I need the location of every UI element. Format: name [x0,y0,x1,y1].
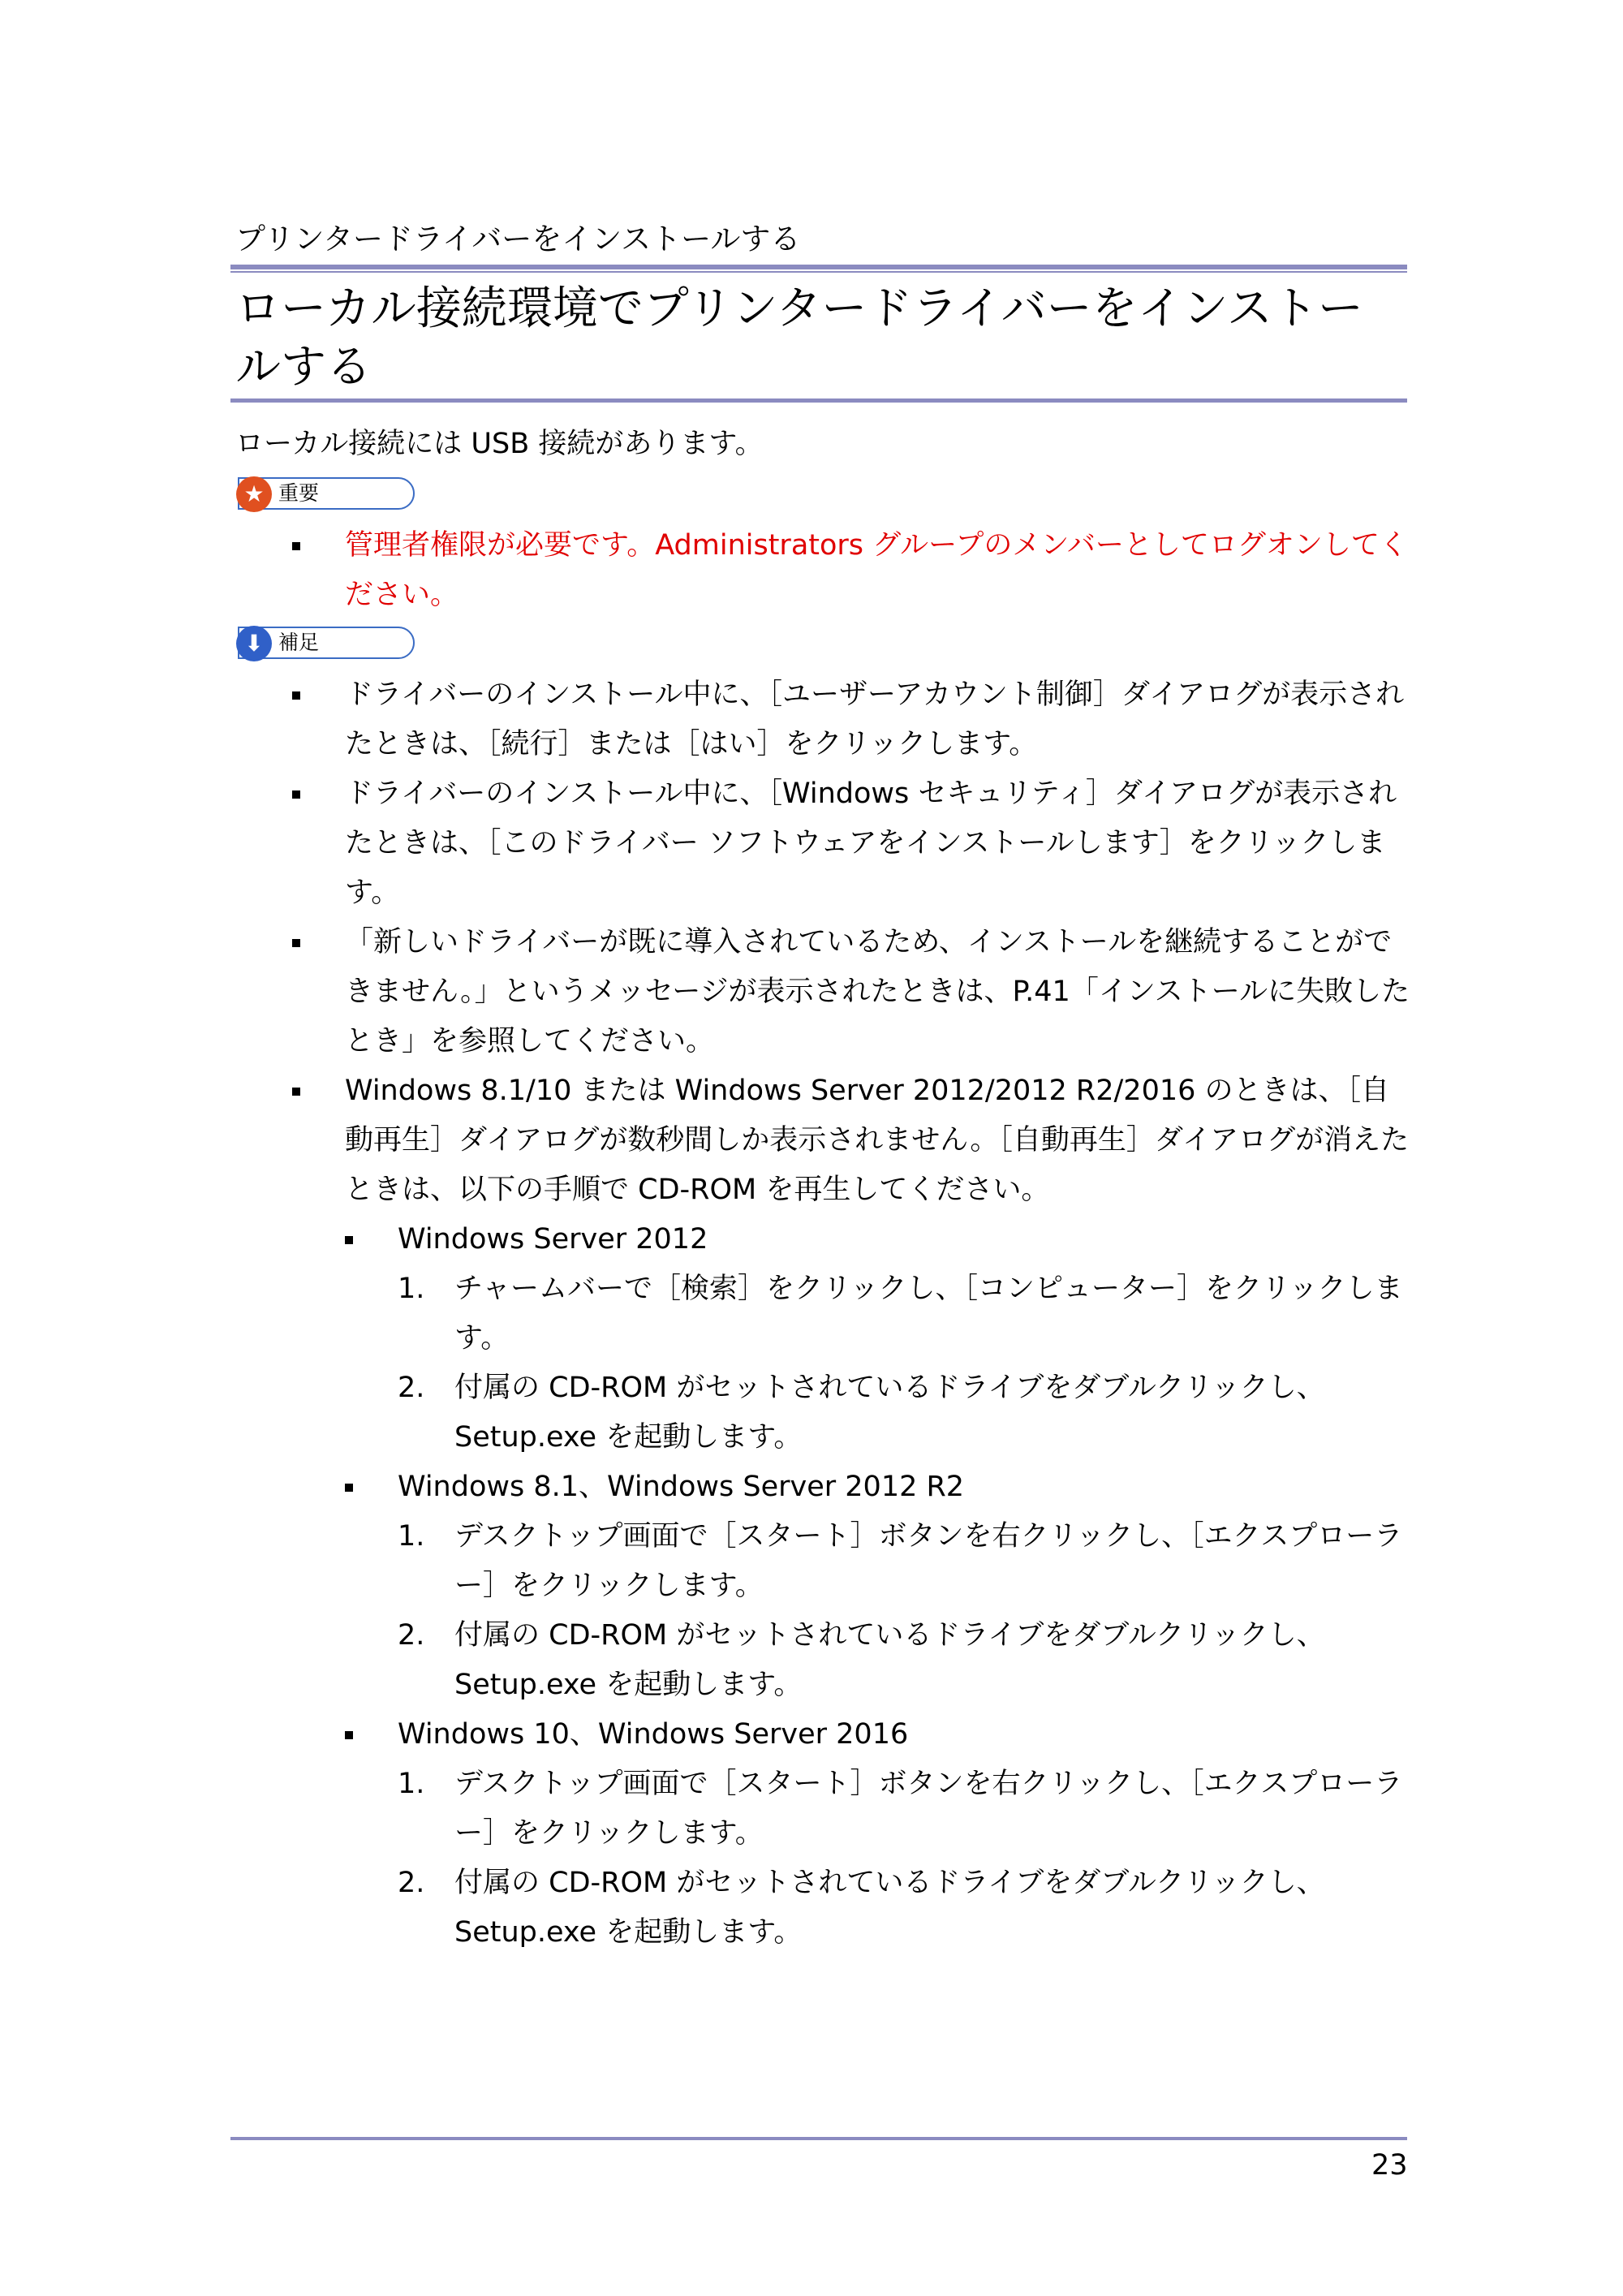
step-number: 2. [398,1372,425,1404]
step-item [398,1363,1412,1462]
step-number: 1. [398,1520,425,1553]
important-label: 重要 [278,481,320,505]
os-group [345,1215,1412,1462]
note-item: ドライバーのインストール中に、［ユーザーアカウント制御］ダイアログが表示されたときは、［続行］または［はい］をクリックします。 [235,670,1412,769]
note-item: ドライバーのインストール中に、［Windows セキュリティ］ダイアログが表示されたときは、［このドライバー ソフトウェアをインストールします］をクリックします。 [235,769,1412,918]
step-text: 付属の CD-ROM がセットされているドライブをダブルクリックし、Setup.exe を起動します。 [454,1619,1325,1701]
arrow-down-icon: ⬇ [236,626,272,661]
os-group-list [345,1215,1412,1958]
step-text: 付属の CD-ROM がセットされているドライブをダブルクリックし、Setup.exe を起動します。 [454,1867,1325,1949]
page-title: ローカル接続環境でプリンタードライバーをインストールする [235,282,1363,394]
note-item-text: Windows 8.1/10 または Windows Server 2012/2012 R2/2016 のときは、［自動再生］ダイアログが数秒間しか表示されません。［自動再生］ダイアログが消えたときは、以下の手順で CD-ROM を再生してください。 [345,1075,1410,1206]
note-badge [238,627,415,659]
step-list [398,1512,1412,1710]
step-number: 2. [398,1619,425,1652]
step-item [398,1760,1412,1859]
step-number: 1. [398,1768,425,1800]
important-list [235,521,1412,620]
step-item [398,1512,1412,1611]
note-item: 「新しいドライバーが既に導入されているため、インストールを継続することができません。」というメッセージが表示されたときは、P.41「インストールに失敗したとき」を参照してください。 [235,918,1412,1066]
star-icon: ★ [236,476,272,512]
step-text: チャームバーで［検索］をクリックし、［コンピューター］をクリックします。 [454,1273,1403,1355]
os-group-name: Windows 10、Windows Server 2016 [398,1718,909,1751]
step-item [398,1264,1412,1363]
step-item [398,1611,1412,1710]
step-number: 2. [398,1867,425,1899]
os-group [345,1462,1412,1710]
step-text: 付属の CD-ROM がセットされているドライブをダブルクリックし、Setup.exe を起動します。 [454,1372,1325,1454]
os-group-name: Windows 8.1、Windows Server 2012 R2 [398,1471,965,1503]
note-label: 補足 [278,631,320,654]
note-list [235,670,1412,1958]
header-rule [230,265,1407,273]
step-list [398,1264,1412,1462]
step-item [398,1859,1412,1958]
footer-rule [230,2137,1407,2140]
important-badge [238,477,415,510]
step-text: デスクトップ画面で［スタート］ボタンを右クリックし、［エクスプローラー］をクリックします。 [454,1768,1403,1850]
step-number: 1. [398,1273,425,1305]
os-group-name: Windows Server 2012 [398,1223,708,1256]
important-item: 管理者権限が必要です。Administrators グループのメンバーとしてログオンしてください。 [235,521,1412,620]
step-list [398,1760,1412,1958]
page-number: 23 [1371,2149,1408,2182]
os-group [345,1710,1412,1958]
intro-text: ローカル接続には USB 接続があります。 [235,428,764,460]
note-item [235,1066,1412,1958]
section-title: プリンタードライバーをインストールする [235,222,801,256]
title-rule [230,398,1407,403]
step-text: デスクトップ画面で［スタート］ボタンを右クリックし、［エクスプローラー］をクリックします。 [454,1520,1403,1602]
